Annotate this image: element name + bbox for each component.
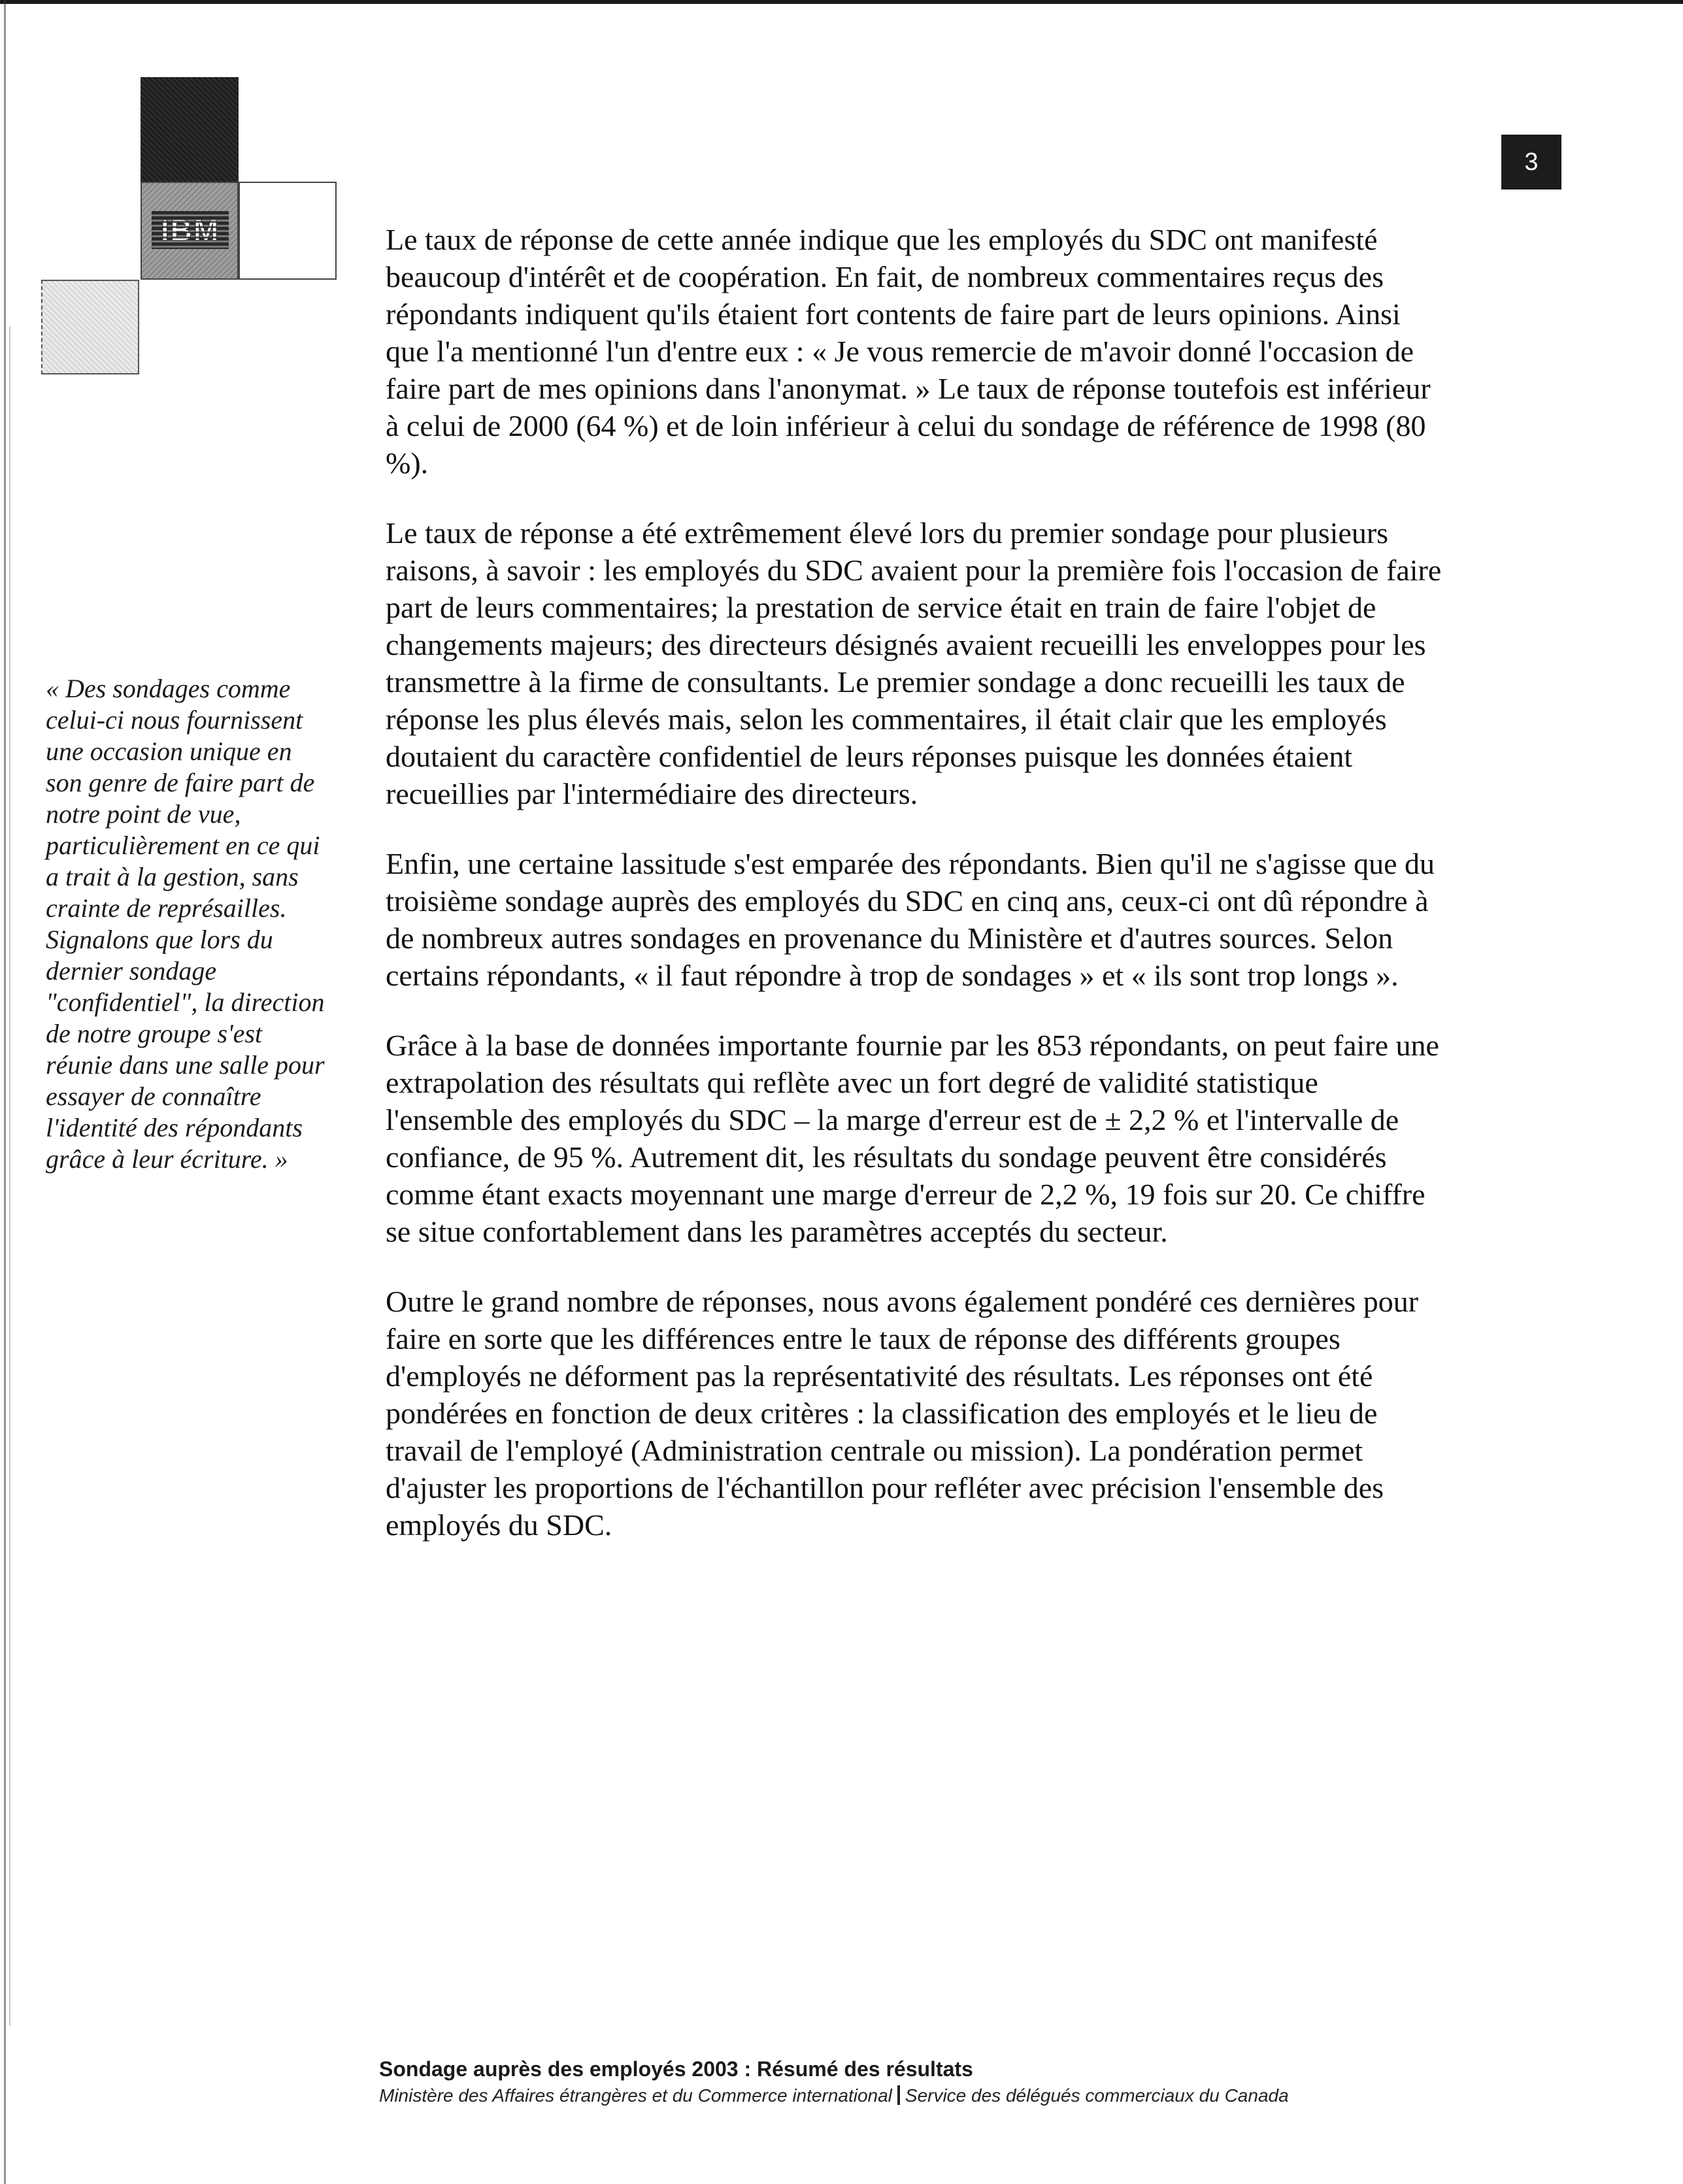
logo-square-dark [141,77,239,182]
scan-edge-line [4,0,6,2184]
paragraph-2: Le taux de réponse a été extrêmement élevé lors du premier sondage pour plusieurs raisons, à savoir : les employés du SDC avaient pour la première fois l'occasion de faire part de leurs commentaires; la prestation de service était en train de faire l'objet de changements majeurs; des directeurs désignés avaient recueilli les enveloppes pour les transmettre à la firme de consultants. Le premier sondage a donc recueilli les taux de réponse les plus élevés mais, selon les commentaires, il était clair que les employés doutaient du caractère confidentiel de leurs réponses puisque les données étaient recueillies par l'intermédiaire des directeurs. [386,516,1442,810]
footer-org-left: Ministère des Affaires étrangères et du Commerce international [379,2085,892,2106]
sidebar-quote: « Des sondages comme celui-ci nous fournissent une occasion unique en son genre de faire part de notre point de vue, particulièrement en ce qui a trait à la gestion, sans crainte de représailles. Signalons que lors du dernier sondage "confidentiel", la direction de notre groupe s'est réunie dans une salle pour essayer de connaître l'identité des répondants grâce à leur écriture. » [46,674,325,1174]
ibm-logo: IBM [152,211,229,249]
paragraph-3: Enfin, une certaine lassitude s'est emparée des répondants. Bien qu'il ne s'agisse que du troisième sondage auprès des employés du SDC en cinq ans, ceux-ci ont dû répondre à de nombreux autres sondages en provenance du Ministère et d'autres sources. Selon certains répondants, « il faut répondre à trop de sondages » et « ils sont trop longs ». [386,847,1435,992]
footer [379,2055,1490,2109]
footer-separator [897,2085,900,2105]
footer-title: Sondage auprès des employés 2003 : Résumé des résultats [379,2057,973,2081]
page-number: 3 [1501,135,1561,190]
footer-organizations [379,2083,1490,2109]
paragraph-5: Outre le grand nombre de réponses, nous avons également pondéré ces dernières pour faire en sorte que les différences entre le taux de réponse des différents groupes d'employés ne déforment pas la représentativité des résultats. Les réponses ont été pondérées en fonction de deux critères : la classification des employés et le lieu de travail de l'employé (Administration centrale ou mission). La pondération permet d'ajuster les proportions de l'échantillon pour refléter avec précision l'ensemble des employés du SDC. [386,1285,1419,1542]
logo-square-light [41,280,139,374]
footer-org-right: Service des délégués commerciaux du Canada [905,2085,1289,2106]
top-rule [0,0,1683,4]
paragraph-1: Le taux de réponse de cette année indique que les employés du SDC ont manifesté beaucoup d'intérêt et de coopération. En fait, de nombreux commentaires reçus des répondants indiquent qu'ils étaient fort contents de faire part de leurs opinions. Ainsi que l'a mentionné l'un d'entre eux : « Je vous remercie de m'avoir donné l'occasion de faire part de mes opinions dans l'anonymat. » Le taux de réponse toutefois est inférieur à celui de 2000 (64 %) et de loin inférieur à celui du sondage de référence de 1998 (80 %). [386,223,1431,480]
paragraph-4: Grâce à la base de données importante fournie par les 853 répondants, on peut faire une extrapolation des résultats qui reflète avec un fort degré de validité statistique l'ensemble des employés du SDC – la marge d'erreur est de ± 2,2 % et l'intervalle de confiance, de 95 %. Autrement dit, les résultats du sondage peuvent être considérés comme étant exacts moyennant une marge d'erreur de 2,2 %, 19 fois sur 20. Ce chiffre se situe confortablement dans les paramètres acceptés du secteur. [386,1029,1439,1248]
logo-square-white [239,182,337,280]
scan-edge-line-inner [9,327,10,2026]
logo-block [39,77,343,378]
main-text [386,221,1444,1576]
